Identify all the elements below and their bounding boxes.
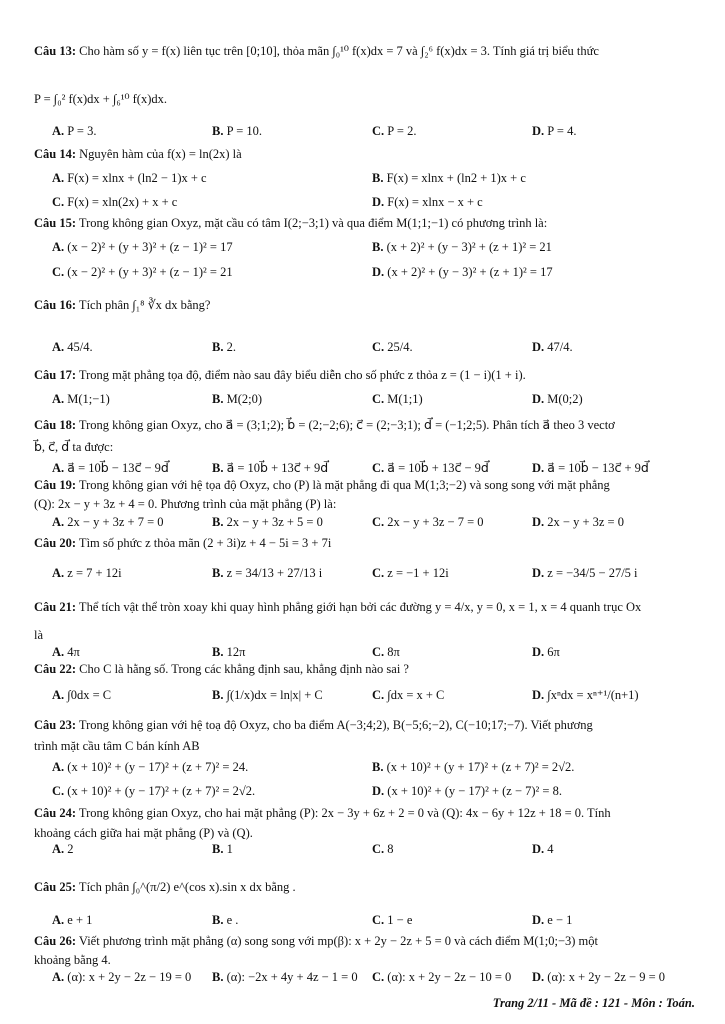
option-a[interactable]: [52, 240, 233, 255]
question-label: Câu 24:: [34, 806, 77, 820]
options-19: [0, 515, 725, 537]
option-b[interactable]: [372, 240, 552, 255]
option-text: (α): x + 2y − 2z − 19 = 0: [64, 970, 192, 984]
question-text: Cho hàm số y = f(x) liên tục trên [0;10], thỏa mãn ∫₀¹⁰ f(x)dx = 7 và ∫₂⁶ f(x)dx = 3. Tính giá trị biểu thức: [76, 44, 599, 58]
option-text: ∫(1/x)dx = ln|x| + C: [223, 688, 323, 702]
option-text: (x − 2)² + (y + 3)² + (z − 1)² = 21: [64, 265, 233, 279]
option-letter: A.: [52, 566, 65, 580]
option-c[interactable]: [372, 645, 400, 660]
option-letter: A.: [52, 515, 65, 529]
option-letter: C.: [372, 970, 385, 984]
option-text: (x − 2)² + (y + 3)² + (z − 1)² = 17: [64, 240, 233, 254]
option-text: a⃗ = 10b⃗ − 13c⃗ + 9d⃗: [544, 461, 649, 475]
question-26-line2: [34, 953, 694, 968]
options-15-row2: [0, 265, 725, 287]
option-c[interactable]: [52, 784, 255, 799]
option-letter: C.: [52, 265, 65, 279]
option-letter: B.: [212, 566, 224, 580]
option-text: 2.: [223, 340, 236, 354]
question-text-cont: (Q): 2x − y + 3z + 4 = 0. Phương trình của mặt phẳng (P) là:: [34, 497, 337, 511]
option-letter: A.: [52, 760, 65, 774]
option-d[interactable]: [372, 265, 553, 280]
question-label: Câu 20:: [34, 536, 77, 550]
option-d[interactable]: [532, 124, 576, 139]
option-text: F(x) = xlnx + (ln2 + 1)x + c: [383, 171, 526, 185]
option-text: ∫0dx = C: [64, 688, 112, 702]
question-18: [34, 418, 694, 433]
option-letter: D.: [532, 970, 545, 984]
option-letter: D.: [532, 515, 545, 529]
option-text: 6π: [544, 645, 560, 659]
question-text-cont: là: [34, 628, 44, 642]
option-text: a⃗ = 10b⃗ − 13c⃗ − 9d⃗: [64, 461, 169, 475]
option-d[interactable]: [532, 645, 560, 660]
option-letter: B.: [372, 240, 384, 254]
option-a[interactable]: [52, 970, 191, 985]
options-26: [0, 970, 725, 992]
question-label: Câu 25:: [34, 880, 77, 894]
question-label: Câu 16:: [34, 298, 77, 312]
option-text: a⃗ = 10b⃗ + 13c⃗ + 9d⃗: [223, 461, 329, 475]
question-text: Trong không gian Oxyz, mặt cầu có tâm I(2;−3;1) và qua điểm M(1;1;−1) có phương trình là:: [76, 216, 548, 230]
options-17: [0, 392, 725, 414]
option-text: (x + 10)² + (y − 17)² + (z + 7)² = 2√2.: [64, 784, 256, 798]
option-a[interactable]: [52, 515, 164, 530]
question-text: Viết phương trình mặt phẳng (α) song song với mp(β): x + 2y − 2z + 5 = 0 và cách điểm M(1;0;−3) một: [76, 934, 598, 948]
option-letter: D.: [532, 566, 545, 580]
option-b[interactable]: [372, 760, 574, 775]
option-text: (α): x + 2y − 2z − 9 = 0: [544, 970, 665, 984]
option-letter: C.: [372, 515, 385, 529]
option-d[interactable]: [532, 392, 583, 407]
option-b[interactable]: [212, 515, 323, 530]
question-text-cont: trình mặt cầu tâm C bán kính AB: [34, 739, 200, 753]
option-d[interactable]: [532, 515, 624, 530]
option-letter: A.: [52, 171, 65, 185]
option-c[interactable]: [372, 688, 444, 703]
option-letter: A.: [52, 913, 65, 927]
option-letter: C.: [52, 784, 65, 798]
question-label: Câu 13:: [34, 44, 77, 58]
question-23-line2: [34, 739, 694, 754]
option-d[interactable]: [532, 461, 649, 476]
option-letter: C.: [372, 913, 385, 927]
option-letter: B.: [212, 688, 224, 702]
option-d[interactable]: [532, 970, 665, 985]
option-c[interactable]: [372, 124, 416, 139]
option-text: ∫dx = x + C: [384, 688, 445, 702]
option-text: (x + 10)² + (y + 17)² + (z + 7)² = 2√2.: [383, 760, 575, 774]
question-text-cont: P = ∫₀² f(x)dx + ∫₆¹⁰ f(x)dx.: [34, 92, 168, 106]
option-letter: D.: [532, 913, 545, 927]
option-d[interactable]: [372, 195, 483, 210]
option-letter: B.: [212, 645, 224, 659]
option-text: M(2;0): [223, 392, 263, 406]
question-text: Trong không gian với hệ tọa độ Oxyz, cho (P) là mặt phẳng đi qua M(1;3;−2) và song song với mặt phẳng: [76, 478, 610, 492]
option-a[interactable]: [52, 688, 111, 703]
option-b[interactable]: [212, 970, 358, 985]
option-text: F(x) = xlnx + (ln2 − 1)x + c: [64, 171, 207, 185]
option-letter: C.: [372, 566, 385, 580]
question-text: Tích phân ∫₀^(π/2) e^(cos x).sin x dx bằng .: [76, 880, 296, 894]
option-letter: D.: [372, 195, 385, 209]
option-c[interactable]: [372, 340, 413, 355]
option-b[interactable]: [212, 392, 262, 407]
option-letter: A.: [52, 392, 65, 406]
options-22: [0, 688, 725, 710]
option-letter: C.: [372, 645, 385, 659]
options-20: [0, 566, 725, 588]
question-14: [34, 147, 694, 162]
option-text: 1 − e: [384, 913, 413, 927]
question-text: Trong không gian Oxyz, cho a⃗ = (3;1;2); b⃗ = (2;−2;6); c⃗ = (2;−3;1); d⃗ = (−1;2;5). Phân tích a⃗ theo 3 vectơ: [76, 418, 615, 432]
question-label: Câu 18:: [34, 418, 77, 432]
option-d[interactable]: [532, 842, 554, 857]
option-c[interactable]: [372, 842, 394, 857]
option-text: (x + 10)² + (y − 17)² + (z − 7)² = 8.: [384, 784, 562, 798]
question-24-line2: [34, 826, 694, 841]
option-text: z = −34/5 − 27/5 i: [544, 566, 638, 580]
question-25: [34, 880, 694, 895]
option-letter: C.: [52, 195, 65, 209]
question-label: Câu 22:: [34, 662, 77, 676]
question-26: [34, 934, 694, 949]
option-letter: B.: [212, 461, 224, 475]
option-letter: B.: [212, 340, 224, 354]
options-16: [0, 340, 725, 362]
option-letter: D.: [532, 124, 545, 138]
question-text: Thể tích vật thể tròn xoay khi quay hình phẳng giới hạn bởi các đường y = 4/x, y = 0, x = 1, x = 4 quanh trục Ox: [76, 600, 642, 614]
option-a[interactable]: [52, 340, 93, 355]
question-label: Câu 14:: [34, 147, 77, 161]
options-25: [0, 913, 725, 935]
options-14-row2: [0, 195, 725, 217]
option-text: F(x) = xlnx − x + c: [384, 195, 483, 209]
option-letter: C.: [372, 461, 385, 475]
question-text: Cho C là hằng số. Trong các khẳng định sau, khẳng định nào sai ?: [76, 662, 409, 676]
option-text: F(x) = xln(2x) + x + c: [64, 195, 178, 209]
option-text: 2x − y + 3z = 0: [544, 515, 624, 529]
option-text: 2x − y + 3z − 7 = 0: [384, 515, 484, 529]
option-letter: B.: [212, 124, 224, 138]
option-letter: B.: [212, 392, 224, 406]
option-letter: A.: [52, 970, 65, 984]
option-b[interactable]: [372, 171, 526, 186]
question-text-cont: khoảng cách giữa hai mặt phẳng (P) và (Q).: [34, 826, 253, 840]
option-c[interactable]: [372, 913, 412, 928]
option-letter: A.: [52, 240, 65, 254]
option-text: 2: [64, 842, 74, 856]
option-letter: C.: [372, 842, 385, 856]
option-text: z = 7 + 12i: [64, 566, 122, 580]
option-text: z = 34/13 + 27/13 i: [223, 566, 323, 580]
question-label: Câu 17:: [34, 368, 77, 382]
question-text: Tìm số phức z thỏa mãn (2 + 3i)z + 4 − 5i = 3 + 7i: [76, 536, 332, 550]
option-letter: B.: [212, 842, 224, 856]
option-text: P = 2.: [384, 124, 417, 138]
option-b[interactable]: [212, 688, 323, 703]
option-text: 47/4.: [544, 340, 573, 354]
option-text: e .: [223, 913, 239, 927]
option-text: (x + 10)² + (y − 17)² + (z + 7)² = 24.: [64, 760, 249, 774]
question-label: Câu 19:: [34, 478, 77, 492]
option-c[interactable]: [372, 970, 511, 985]
question-19-line2: [34, 497, 694, 512]
option-text: (x + 2)² + (y − 3)² + (z + 1)² = 17: [384, 265, 553, 279]
question-label: Câu 23:: [34, 718, 77, 732]
option-letter: B.: [372, 760, 384, 774]
option-letter: C.: [372, 688, 385, 702]
option-text: M(1;1): [384, 392, 423, 406]
option-b[interactable]: [212, 913, 238, 928]
option-b[interactable]: [212, 124, 262, 139]
question-text: Trong không gian với hệ toạ độ Oxyz, cho ba điểm A(−3;4;2), B(−5;6;−2), C(−10;17;−7). Viết phương: [76, 718, 593, 732]
option-d[interactable]: [532, 688, 639, 703]
option-text: P = 10.: [223, 124, 263, 138]
option-text: a⃗ = 10b⃗ + 13c⃗ − 9d⃗: [384, 461, 489, 475]
option-letter: D.: [532, 645, 545, 659]
option-letter: C.: [372, 392, 385, 406]
option-b[interactable]: [212, 842, 233, 857]
options-24: [0, 842, 725, 864]
option-text: M(0;2): [544, 392, 583, 406]
question-text: Nguyên hàm của f(x) = ln(2x) là: [76, 147, 242, 161]
question-13-line2: [34, 92, 694, 107]
option-text: ∫xⁿdx = xⁿ⁺¹/(n+1): [544, 688, 639, 702]
question-text: Trong không gian Oxyz, cho hai mặt phẳng (P): 2x − 3y + 6z + 2 = 0 và (Q): 4x − 6y + 12z + 18 = 0. Tính: [76, 806, 611, 820]
page-footer: Trang 2/11 - Mã đề : 121 - Môn : Toán.: [492, 996, 695, 1010]
option-text: 8: [384, 842, 394, 856]
option-letter: D.: [532, 340, 545, 354]
option-a[interactable]: [52, 461, 169, 476]
option-text: z = −1 + 12i: [384, 566, 449, 580]
option-letter: D.: [532, 461, 545, 475]
option-letter: B.: [212, 913, 224, 927]
question-text: Trong mặt phẳng tọa độ, điểm nào sau đây biểu diễn cho số phức z thỏa z = (1 − i)(1 + i).: [76, 368, 526, 382]
option-text: 8π: [384, 645, 400, 659]
option-c[interactable]: [52, 265, 233, 280]
question-label: Câu 21:: [34, 600, 77, 614]
option-text: (x + 2)² + (y − 3)² + (z + 1)² = 21: [383, 240, 552, 254]
question-21: [34, 600, 694, 615]
question-24: [34, 806, 694, 821]
options-23-row1: [0, 760, 725, 782]
option-b[interactable]: [212, 461, 328, 476]
option-text: 25/4.: [384, 340, 413, 354]
option-b[interactable]: [212, 340, 236, 355]
option-letter: A.: [52, 842, 65, 856]
question-20: [34, 536, 694, 551]
question-19: [34, 478, 694, 493]
question-text: Tích phân ∫₁⁸ ∛x dx bằng?: [76, 298, 211, 312]
option-letter: D.: [532, 688, 545, 702]
question-23: [34, 718, 694, 733]
option-text: 4π: [64, 645, 80, 659]
question-21-line2: [34, 628, 694, 643]
question-13: [34, 44, 694, 59]
option-a[interactable]: [52, 392, 110, 407]
option-a[interactable]: [52, 913, 92, 928]
option-letter: D.: [532, 842, 545, 856]
option-text: 4: [544, 842, 554, 856]
option-text: P = 4.: [544, 124, 577, 138]
option-letter: D.: [372, 784, 385, 798]
option-d[interactable]: [532, 913, 572, 928]
options-13: [0, 124, 725, 146]
option-text: e − 1: [544, 913, 573, 927]
option-letter: D.: [372, 265, 385, 279]
question-16: [34, 298, 694, 313]
option-text: e + 1: [64, 913, 93, 927]
option-c[interactable]: [372, 515, 484, 530]
option-text: 12π: [223, 645, 246, 659]
question-17: [34, 368, 694, 383]
option-letter: B.: [212, 515, 224, 529]
option-d[interactable]: [372, 784, 562, 799]
option-c[interactable]: [372, 461, 489, 476]
option-text: 2x − y + 3z + 5 = 0: [223, 515, 323, 529]
option-d[interactable]: [532, 566, 638, 581]
option-letter: A.: [52, 688, 65, 702]
option-a[interactable]: [52, 842, 74, 857]
options-15-row1: [0, 240, 725, 262]
option-a[interactable]: [52, 566, 122, 581]
option-letter: B.: [372, 171, 384, 185]
option-text: 45/4.: [64, 340, 93, 354]
options-14-row1: [0, 171, 725, 193]
option-letter: A.: [52, 461, 65, 475]
option-letter: C.: [372, 340, 385, 354]
question-18-line2: [34, 440, 694, 455]
option-a[interactable]: [52, 124, 96, 139]
option-b[interactable]: [212, 645, 245, 660]
option-text: 1: [223, 842, 233, 856]
option-c[interactable]: [52, 195, 177, 210]
option-letter: A.: [52, 340, 65, 354]
question-15: [34, 216, 694, 231]
option-text: P = 3.: [64, 124, 97, 138]
option-a[interactable]: [52, 171, 207, 186]
option-d[interactable]: [532, 340, 573, 355]
option-text: 2x − y + 3z + 7 = 0: [64, 515, 164, 529]
option-letter: B.: [212, 970, 224, 984]
option-letter: D.: [532, 392, 545, 406]
options-23-row2: [0, 784, 725, 806]
question-text-cont: b⃗, c⃗, d⃗ ta được:: [34, 440, 114, 454]
option-letter: A.: [52, 645, 65, 659]
option-text: (α): −2x + 4y + 4z − 1 = 0: [223, 970, 358, 984]
question-22: [34, 662, 694, 677]
option-b[interactable]: [212, 566, 322, 581]
option-a[interactable]: [52, 645, 80, 660]
question-label: Câu 15:: [34, 216, 77, 230]
question-label: Câu 26:: [34, 934, 77, 948]
option-text: (α): x + 2y − 2z − 10 = 0: [384, 970, 512, 984]
option-text: M(1;−1): [64, 392, 110, 406]
option-c[interactable]: [372, 392, 423, 407]
option-letter: A.: [52, 124, 65, 138]
option-letter: C.: [372, 124, 385, 138]
option-a[interactable]: [52, 760, 248, 775]
option-c[interactable]: [372, 566, 449, 581]
question-text-cont: khoảng bằng 4.: [34, 953, 111, 967]
